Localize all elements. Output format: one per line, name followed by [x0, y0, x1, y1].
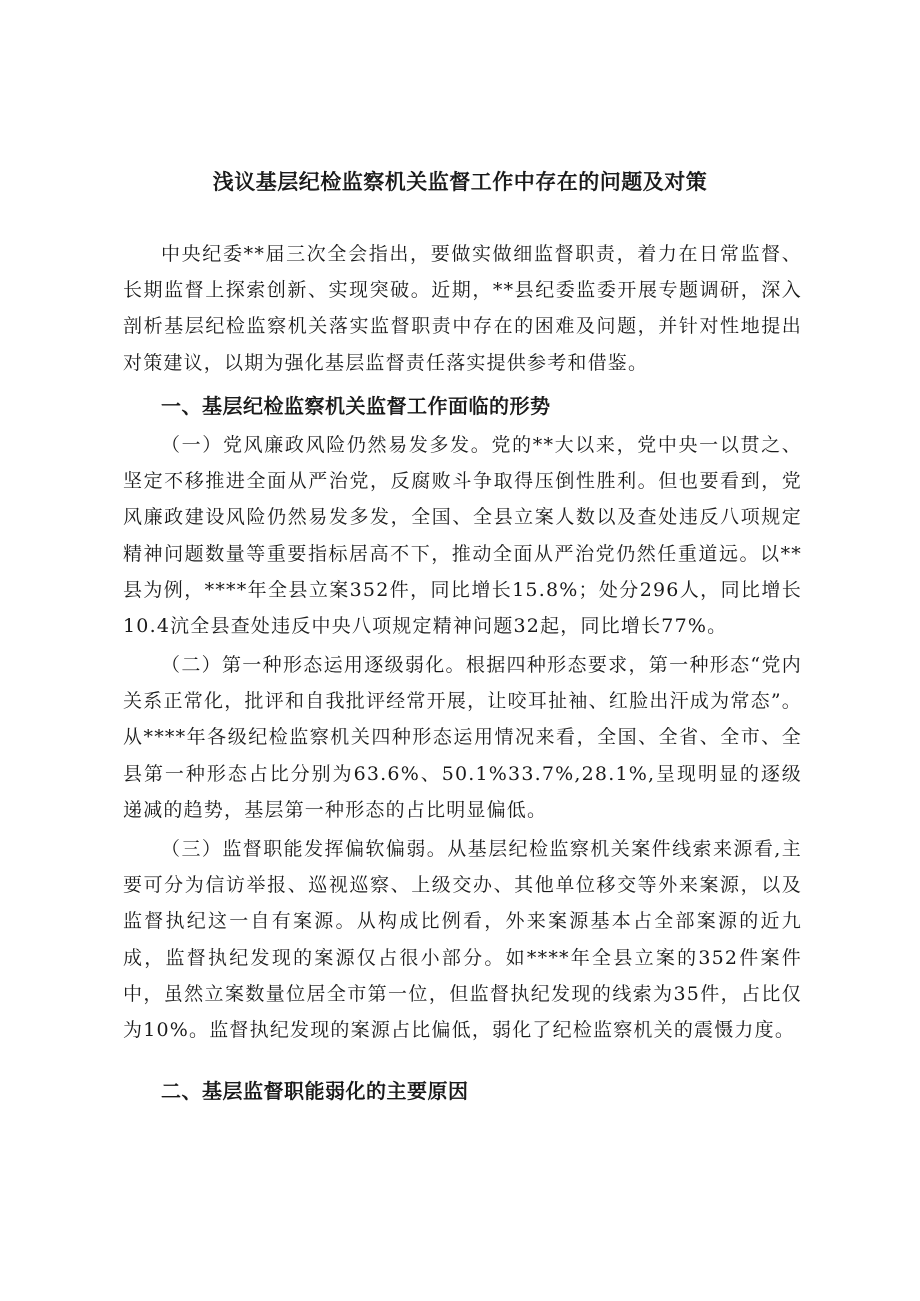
- section-1-heading: 一、基层纪检监察机关监督工作面临的形势: [161, 394, 551, 418]
- section-1-paragraph-3: （三）监督职能发挥偏软偏弱。从基层纪检监察机关案件线索来源看,主要可分为信访举报、巡视巡察、上级交办、其他单位移交等外来案源，以及监督执纪这一自有案源。从构成比例看，外来案源基本占全部案源的近九成，监督执纪发现的案源仅占很小部分。如****年全县立案的352件案件中，虽然立案数量位居全市第一位，但监督执纪发现的线索为35件，占比仅为10%。监督执纪发现的案源占比偏低，弱化了纪检监察机关的震慑力度。: [123, 838, 802, 1042]
- section-2-heading: 二、基层监督职能弱化的主要原因: [161, 1079, 469, 1103]
- section-1-paragraph-1: （一）党风廉政风险仍然易发多发。党的**大以来，党中央一以贯之、坚定不移推进全面从严治党，反腐败斗争取得压倒性胜利。但也要看到，党风廉政建设风险仍然易发多发，全国、全县立案人数以及查处违反八项规定精神问题数量等重要指标居高不下，推动全面从严治党仍然任重道远。以**县为例，****年全县立案352件，同比增长15.8%；处分296人，同比增长10.4沆全县查处违反中央八项规定精神问题32起，同比增长77%。: [123, 434, 802, 638]
- section-1-paragraph-2: （二）第一种形态运用逐级弱化。根据四种形态要求，第一种形态“党内关系正常化，批评和自我批评经常开展，让咬耳扯袖、红脸出汗成为常态”。从****年各级纪检监察机关四种形态运用情况来看，全国、全省、全市、全县第一种形态占比分别为63.6%、50.1%33.7%,28.1%,呈现明显的逐级递减的趋势，基层第一种形态的占比明显偏低。: [123, 654, 802, 821]
- intro-paragraph: 中央纪委**届三次全会指出，要做实做细监督职责，着力在日常监督、长期监督上探索创新、实现突破。近期，**县纪委监委开展专题调研，深入剖析基层纪检监察机关落实监督职责中存在的困难及问题，并针对性地提出对策建议，以期为强化基层监督责任落实提供参考和借鉴。: [123, 243, 802, 374]
- document-title: 浅议基层纪检监察机关监督工作中存在的问题及对策: [212, 170, 708, 194]
